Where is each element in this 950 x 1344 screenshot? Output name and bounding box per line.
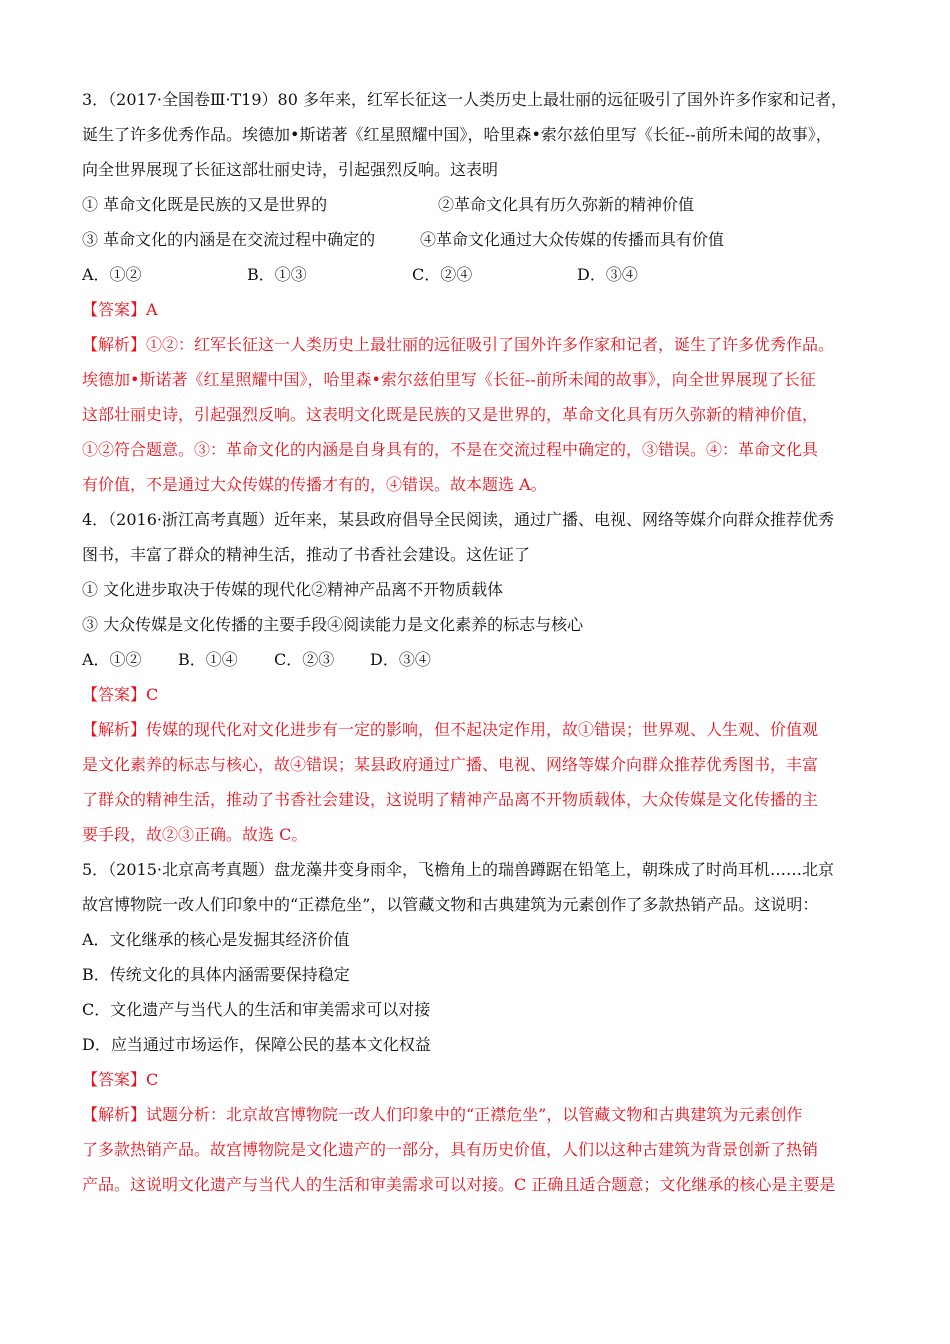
analysis-line: 【解析】试题分析：北京故宫博物院一改人们印象中的“正襟危坐”，以管藏文物和古典建筑为元素创作 [82,1105,803,1124]
question-stem-line: 故宫博物院一改人们印象中的“正襟危坐”，以管藏文物和古典建筑为元素创作了多款热销产品。这说明： [82,895,819,914]
option-d: D．③④ [577,265,638,284]
options-row [82,642,872,677]
option-b: B．传统文化的具体内涵需要保持稳定 [82,965,350,984]
analysis-line: 【解析】传媒的现代化对文化进步有一定的影响，但不起决定作用，故①错误；世界观、人生观、价值观 [82,720,819,739]
analysis-line: ①②符合题意。③：革命文化的内涵是自身具有的，不是在交流过程中确定的，③错误。④：革命文化具 [82,440,819,459]
question-stem-line: 向全世界展现了长征这部壮丽史诗，引起强烈反响。这表明 [82,160,499,179]
option-b: B．①③ [247,265,307,284]
question-4 [82,502,872,852]
option-c: C．文化遗产与当代人的生活和审美需求可以对接 [82,1000,431,1019]
option-a: A．①② [82,650,142,669]
question-5 [82,852,872,1202]
statement-item: ④革命文化通过大众传媒的传播而具有价值 [420,230,725,249]
statement-item: ① 革命文化既是民族的又是世界的 [82,195,328,214]
option-c: C．②③ [274,650,335,669]
statement-row: ③ 大众传媒是文化传播的主要手段④阅读能力是文化素养的标志与核心 [82,615,584,634]
analysis-line: 这部壮丽史诗，引起强烈反响。这表明文化既是民族的又是世界的，革命文化具有历久弥新的精神价值， [82,405,819,424]
analysis-line: 了多款热销产品。故宫博物院是文化遗产的一部分，具有历史价值，人们以这种古建筑为背景创新了热销 [82,1140,819,1159]
answer-label: 【答案】A [82,300,158,319]
analysis-line: 了群众的精神生活，推动了书香社会建设，这说明了精神产品离不开物质载体，大众传媒是文化传播的主 [82,790,819,809]
analysis-line: 产品。这说明文化遗产与当代人的生活和审美需求可以对接。C 正确且适合题意；文化继承的核心是主要是 [82,1175,836,1194]
analysis-line: 是文化素养的标志与核心，故④错误；某县政府通过广播、电视、网络等媒介向群众推荐优秀图书，丰富 [82,755,819,774]
option-b: B．①④ [178,650,238,669]
question-stem-line: 5．（2015·北京高考真题）盘龙藻井变身雨伞，飞檐角上的瑞兽蹲踞在铅笔上，朝珠成了时尚耳机……北京 [82,860,834,879]
statement-item: ②革命文化具有历久弥新的精神价值 [438,195,695,214]
option-c: C．②④ [412,265,473,284]
answer-label: 【答案】C [82,1070,159,1089]
document-page [82,82,872,1202]
analysis-line: 要手段，故②③正确。故选 C。 [82,825,308,844]
analysis-line: 【解析】①②：红军长征这一人类历史上最壮丽的远征吸引了国外许多作家和记者，诞生了许多优秀作品。 [82,335,835,354]
analysis-line: 埃德加•斯诺著《红星照耀中国》，哈里森•索尔兹伯里写《长征--前所未闻的故事》，向全世界展现了长征 [82,370,816,389]
statement-row [82,187,872,222]
analysis-line: 有价值，不是通过大众传媒的传播才有的，④错误。故本题选 A。 [82,475,547,494]
option-a: A．①② [82,265,142,284]
option-d: D．应当通过市场运作，保障公民的基本文化权益 [82,1035,431,1054]
statement-item: ③ 革命文化的内涵是在交流过程中确定的 [82,230,376,249]
options-row [82,257,872,292]
question-stem-line: 图书，丰富了群众的精神生活，推动了书香社会建设。这佐证了 [82,545,531,564]
question-3 [82,82,872,502]
answer-label: 【答案】C [82,685,159,704]
question-stem-line: 4．（2016·浙江高考真题）近年来，某县政府倡导全民阅读，通过广播、电视、网络等媒介向群众推荐优秀 [82,510,834,529]
statement-row [82,222,872,257]
question-stem-line: 诞生了许多优秀作品。埃德加•斯诺著《红星照耀中国》，哈里森•索尔兹伯里写《长征--前所未闻的故事》， [82,125,832,144]
statement-row: ① 文化进步取决于传媒的现代化②精神产品离不开物质载体 [82,580,504,599]
option-d: D．③④ [370,650,431,669]
question-stem-line: 3．（2017·全国卷Ⅲ·T19）80 多年来，红军长征这一人类历史上最壮丽的远征吸引了国外许多作家和记者， [82,90,847,109]
option-a: A．文化继承的核心是发掘其经济价值 [82,930,350,949]
